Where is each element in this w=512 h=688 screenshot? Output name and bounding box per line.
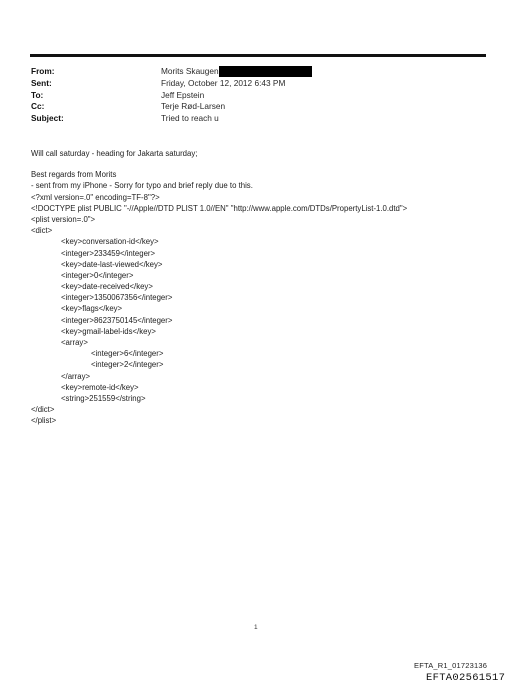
body-line: <integer>233459</integer>: [61, 248, 156, 258]
body-line: <key>conversation-id</key>: [61, 237, 159, 247]
body-line: <?xml version=.0" encoding=TF-8"?>: [31, 192, 160, 202]
body-line: <key>gmail-label-ids</key>: [61, 326, 156, 336]
body-line: </array>: [61, 371, 91, 381]
sent-row: [31, 78, 471, 90]
body-line: </dict>: [31, 405, 55, 415]
body-line: <key>date-received</key>: [61, 282, 153, 292]
sent-label: Sent:: [31, 77, 52, 88]
body-line: <string>251559</string>: [61, 393, 146, 403]
paragraph-gap: [31, 159, 491, 169]
body-line: <array>: [61, 338, 88, 347]
cc-label: Cc:: [31, 101, 45, 112]
body-line: </plist>: [31, 416, 57, 426]
body-line: - sent from my iPhone - Sorry for typo and brief reply due to this.: [31, 181, 253, 191]
body-line: <integer>1350067356</integer>: [61, 293, 173, 303]
body-line: <integer>2</integer>: [91, 360, 164, 370]
to-row: [31, 90, 471, 102]
from-value: Morits Skaugen: [161, 66, 219, 76]
subject-row: [31, 113, 471, 125]
body-line: Best regards from Morits: [31, 170, 117, 180]
to-label: To:: [31, 89, 44, 100]
from-label: From:: [31, 66, 55, 76]
body-line: <key>date-last-viewed</key>: [61, 259, 163, 269]
subject-label: Subject:: [31, 113, 64, 124]
body-line: <!DOCTYPE plist PUBLIC "-//Apple//DTD PLIST 1.0//EN" "http://www.apple.com/DTDs/PropertyList-1.0.dtd">: [31, 203, 408, 213]
email-body: [31, 148, 491, 427]
body-line: <integer>0</integer>: [61, 270, 134, 280]
cc-value: Terje Rød-Larsen: [161, 101, 226, 112]
header-divider: [30, 54, 486, 57]
subject-value: Tried to reach u: [161, 113, 219, 124]
bates-number-primary: EFTA_R1_01723136: [414, 661, 488, 670]
body-line: Will call saturday - heading for Jakarta saturday;: [31, 149, 198, 158]
bates-number-secondary: EFTA02561517: [426, 672, 506, 684]
redaction-bar: [219, 66, 312, 77]
body-line: <integer>8623750145</integer>: [61, 315, 173, 325]
sent-value: Friday, October 12, 2012 6:43 PM: [161, 77, 286, 88]
body-line: <integer>6</integer>: [91, 349, 164, 359]
body-line: <key>remote-id</key>: [61, 382, 139, 392]
body-line: <dict>: [31, 226, 53, 236]
page-number: 1: [254, 624, 258, 631]
body-line: <key>flags</key>: [61, 304, 123, 314]
body-line: <plist version=.0">: [31, 214, 96, 224]
to-value: Jeff Epstein: [161, 89, 205, 100]
cc-row: [31, 101, 471, 113]
